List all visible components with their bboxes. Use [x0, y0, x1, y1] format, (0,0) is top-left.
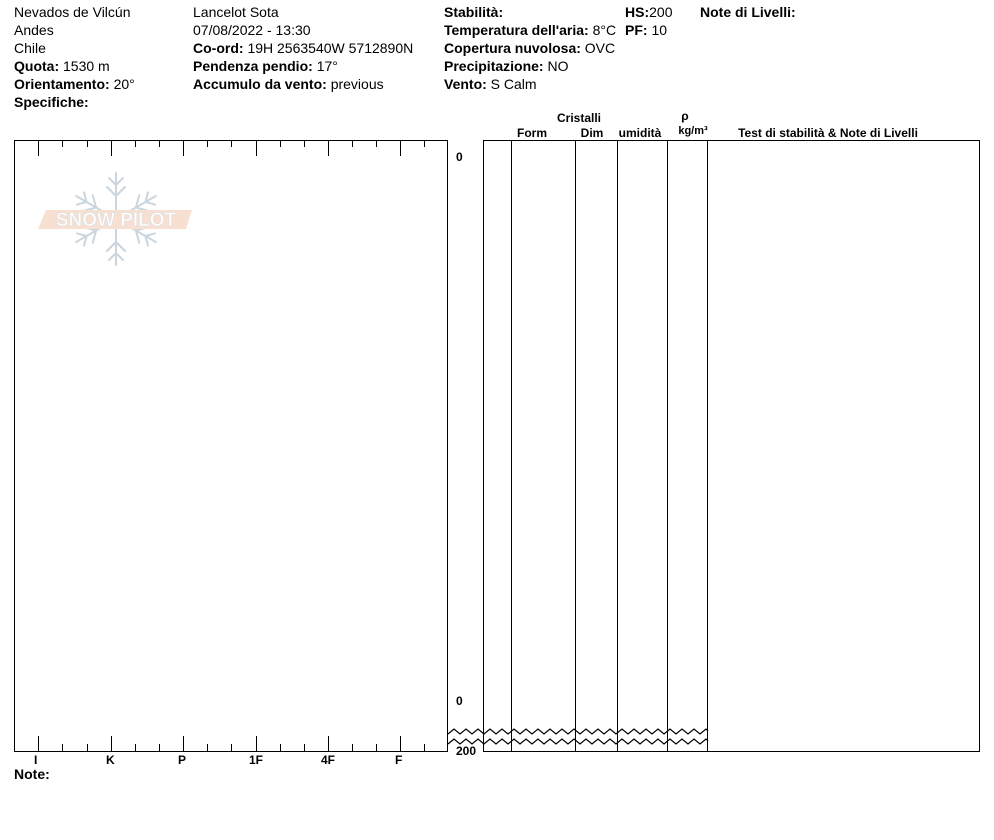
depth-break-zigzag: [448, 729, 708, 744]
hardness-graph-frame: [15, 141, 448, 752]
elevation-label: Quota:: [14, 58, 60, 74]
wind-loading-value: previous: [330, 76, 384, 92]
depth-label-bottom: 200: [456, 744, 477, 758]
observer-name: Lancelot Sota: [193, 4, 279, 20]
location-name: Nevados de Vilcún: [14, 4, 131, 20]
stability-label: Stabilità:: [444, 4, 504, 20]
coords-value: 19H 2563540W 5712890N: [247, 40, 414, 56]
depth-label-top: 0: [456, 150, 463, 164]
hs-value: 200: [649, 4, 673, 20]
pf-value: 10: [651, 22, 668, 38]
logo-text: SNOW PILOT: [55, 210, 177, 231]
header-stability-tests: Test di stabilità & Note di Livelli: [738, 126, 918, 140]
header-density-unit: kg/m³: [678, 125, 708, 137]
header-dim: Dim: [580, 126, 604, 140]
precipitation-label: Precipitazione:: [444, 58, 544, 74]
wind-loading-label: Accumulo da vento:: [193, 76, 327, 92]
cloud-cover-value: OVC: [584, 40, 616, 56]
mountain-range: Andes: [14, 22, 54, 38]
hardness-label-k: K: [106, 753, 115, 767]
wind-label: Vento:: [444, 76, 487, 92]
air-temp-value: 8°C: [592, 22, 617, 38]
hardness-top-ticks: [39, 140, 425, 156]
hardness-label-p: P: [178, 753, 187, 767]
notes-label: Note:: [14, 766, 50, 782]
air-temp-label: Temperatura dell'aria:: [444, 22, 589, 38]
header-rho: ρ: [681, 109, 689, 123]
wind-value: S Calm: [490, 76, 537, 92]
observation-datetime: 07/08/2022 - 13:30: [193, 22, 311, 38]
precipitation-value: NO: [547, 58, 569, 74]
country: Chile: [14, 40, 46, 56]
header-moisture: umidità: [618, 126, 662, 140]
cloud-cover-label: Copertura nuvolosa:: [444, 40, 581, 56]
slope-label: Pendenza pendio:: [193, 58, 313, 74]
hardness-bottom-ticks: [39, 736, 425, 751]
depth-label-break: 0: [456, 694, 463, 708]
slope-value: 17°: [316, 58, 338, 74]
hardness-label-i: I: [34, 753, 38, 767]
coords-label: Co-ord:: [193, 40, 244, 56]
layer-table-frame: [484, 141, 980, 752]
pf-label: PF:: [625, 22, 648, 38]
aspect-label: Orientamento:: [14, 76, 110, 92]
aspect-value: 20°: [113, 76, 135, 92]
elevation-value: 1530 m: [63, 58, 110, 74]
snowflake-logo-icon: [38, 173, 192, 265]
header-form: Form: [517, 126, 547, 140]
layer-table-columns: [512, 140, 708, 751]
hardness-label-f: F: [395, 753, 403, 767]
layer-notes-title: Note di Livelli:: [700, 4, 796, 20]
specifics-label: Specifiche:: [14, 94, 89, 110]
hardness-label-4f: 4F: [321, 753, 336, 767]
hardness-label-1f: 1F: [249, 753, 264, 767]
hs-label: HS:: [625, 4, 650, 20]
header-crystals: Cristalli: [556, 111, 601, 125]
